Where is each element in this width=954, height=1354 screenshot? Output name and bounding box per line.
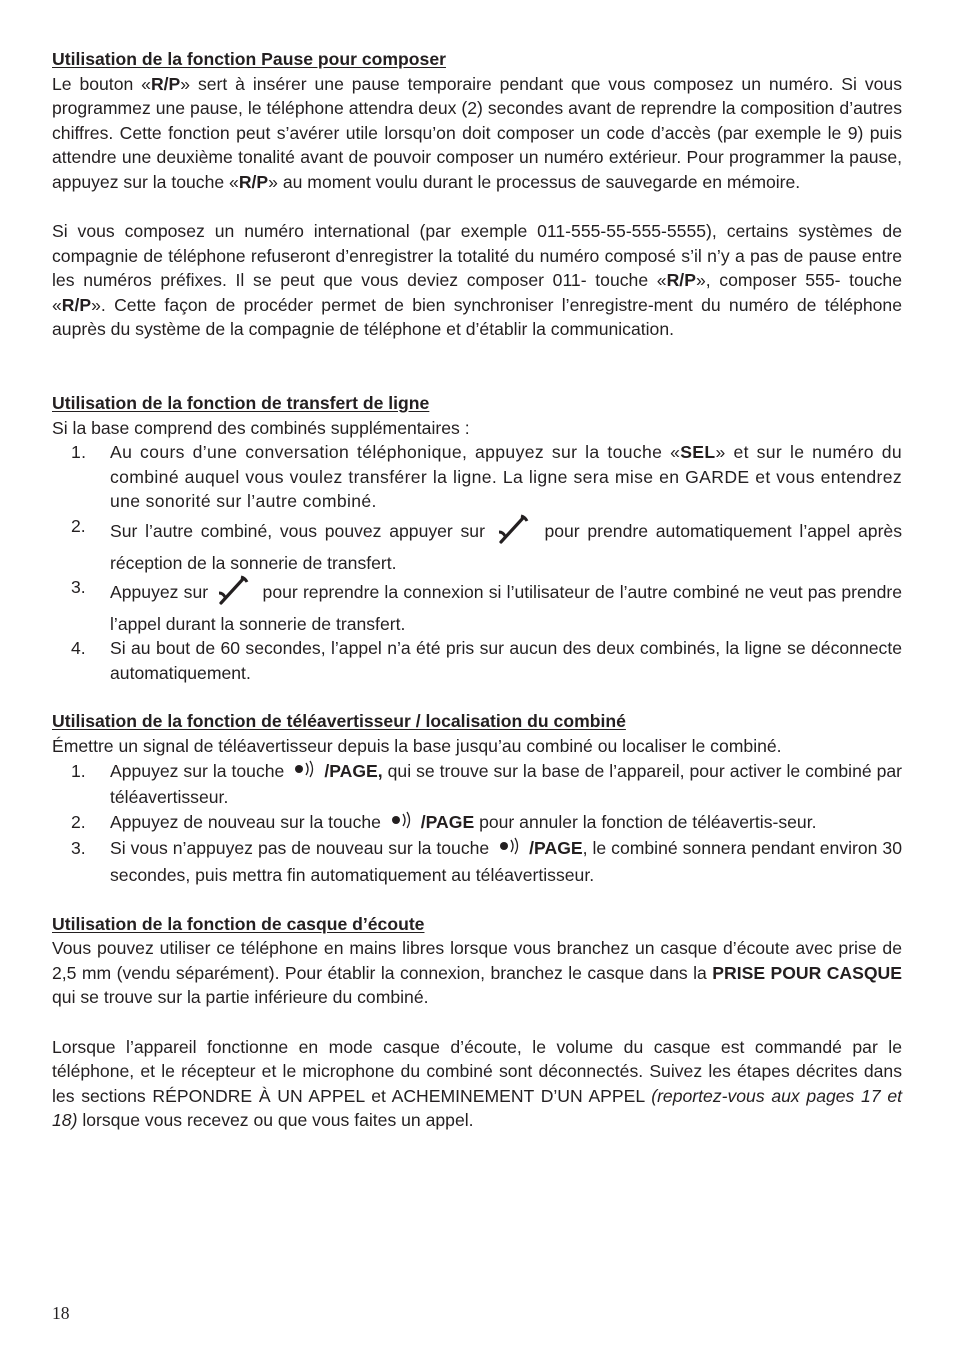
pause-paragraph-2: Si vous composez un numéro international (par exemple 011-555-55-555-5555), certains systèmes de compagnie de téléphone refuseront d’enregistrer la totalité du numéro composé s’il n’y a pas de pause entre les numéros préfixes. Il se peut que vous deviez composer 011- touche «R/P», composer 555- touche «R/P». Cette façon de procéder permet de bien synchroniser l’enregistre-ment du numéro de téléphone auprès du système de la compagnie de téléphone et d’établir la communication. <box>52 221 902 340</box>
page-number: 18 <box>52 1303 70 1323</box>
headset-paragraph-1: Vous pouvez utiliser ce téléphone en mains libres lorsque vous branchez un casque d’écoute avec prise de 2,5 mm (vendu séparément). Pour établir la connexion, branchez le casque dans la PRISE POUR CASQUE qui se trouve sur la partie inférieure du combiné. <box>52 938 902 1008</box>
list-item: 4. Si au bout de 60 secondes, l’appel n’a été pris sur aucun des deux combinés, la ligne se déconnecte automatiquement. <box>71 638 902 683</box>
section-pause <box>52 47 902 342</box>
page-signal-icon <box>494 836 524 863</box>
list-item: 3. Appuyez sur pour reprendre la connexion si l’utilisateur de l’autre combiné ne veut pas prendre l’appel durant la sonnerie de transfert. <box>71 577 903 634</box>
page-signal-icon <box>289 759 319 786</box>
heading-pause: Utilisation de la fonction Pause pour composer <box>52 49 446 69</box>
page-intro: Émettre un signal de téléavertisseur depuis la base jusqu’au combiné ou localiser le combiné. <box>52 735 782 756</box>
page-steps <box>52 759 902 888</box>
heading-headset: Utilisation de la fonction de casque d’écoute <box>52 913 425 934</box>
transfer-intro: Si la base comprend des combinés supplémentaires : <box>52 417 470 438</box>
section-page <box>52 709 902 887</box>
page-signal-icon <box>386 810 416 837</box>
pause-paragraph-1: Le bouton «R/P» sert à insérer une pause temporaire pendant que vous composez un numéro. Si vous programmez une pause, le téléphone attendra deux (2) secondes avant de reprendre la composition d’autres chiffres. Cette fonction peut s’avérer utile lorsqu’on doit composer un code d’accès (par exemple le 9) puis attendre une deuxième tonalité avant de pouvoir composer un numéro extérieur. Pour programmer la pause, appuyez sur la touche «R/P» au moment voulu durant le processus de sauvegarde en mémoire. <box>52 73 902 192</box>
heading-page: Utilisation de la fonction de téléavertisseur / localisation du combiné <box>52 711 626 732</box>
heading-transfer: Utilisation de la fonction de transfert de ligne <box>52 393 430 414</box>
list-item: 2. Appuyez de nouveau sur la touche /PAGE pour annuler la fonction de téléavertis-seur. <box>52 810 902 837</box>
section-transfer <box>52 391 902 685</box>
talk-handset-icon <box>493 514 537 551</box>
headset-paragraph-2: Lorsque l’appareil fonctionne en mode casque d’écoute, le volume du casque est commandé par le téléphone, et le récepteur et le microphone du combiné sont déconnectés. Suivez les étapes décrites dans les sections RÉPONDRE À UN APPEL et ACHEMINEMENT D’UN APPEL (reportez-vous aux pages 17 et 18) lorsque vous recevez ou que vous faites un appel. <box>52 1036 902 1131</box>
talk-handset-icon <box>213 575 257 612</box>
list-item: 3. Si vous n’appuyez pas de nouveau sur la touche /PAGE, le combiné sonnera pendant environ 30 secondes, puis mettra fin automatiquement au téléavertisseur. <box>71 838 902 886</box>
section-headset <box>52 912 902 1133</box>
list-item: 1. Au cours d’une conversation téléphonique, appuyez sur la touche «SEL» et sur le numéro du combiné auquel vous voulez transférer la ligne. La ligne sera mise en GARDE et vous entendrez une sonorité sur l’autre combiné. <box>71 442 902 512</box>
list-item: 2. Sur l’autre combiné, vous pouvez appuyer sur pour prendre automatiquement l’appel après réception de la sonnerie de transfert. <box>71 515 903 573</box>
document-page <box>52 47 902 1133</box>
list-item: 1. Appuyez sur la touche /PAGE, qui se trouve sur la base de l’appareil, pour activer le combiné par téléavertisseur. <box>71 760 903 808</box>
transfer-steps <box>52 440 902 685</box>
